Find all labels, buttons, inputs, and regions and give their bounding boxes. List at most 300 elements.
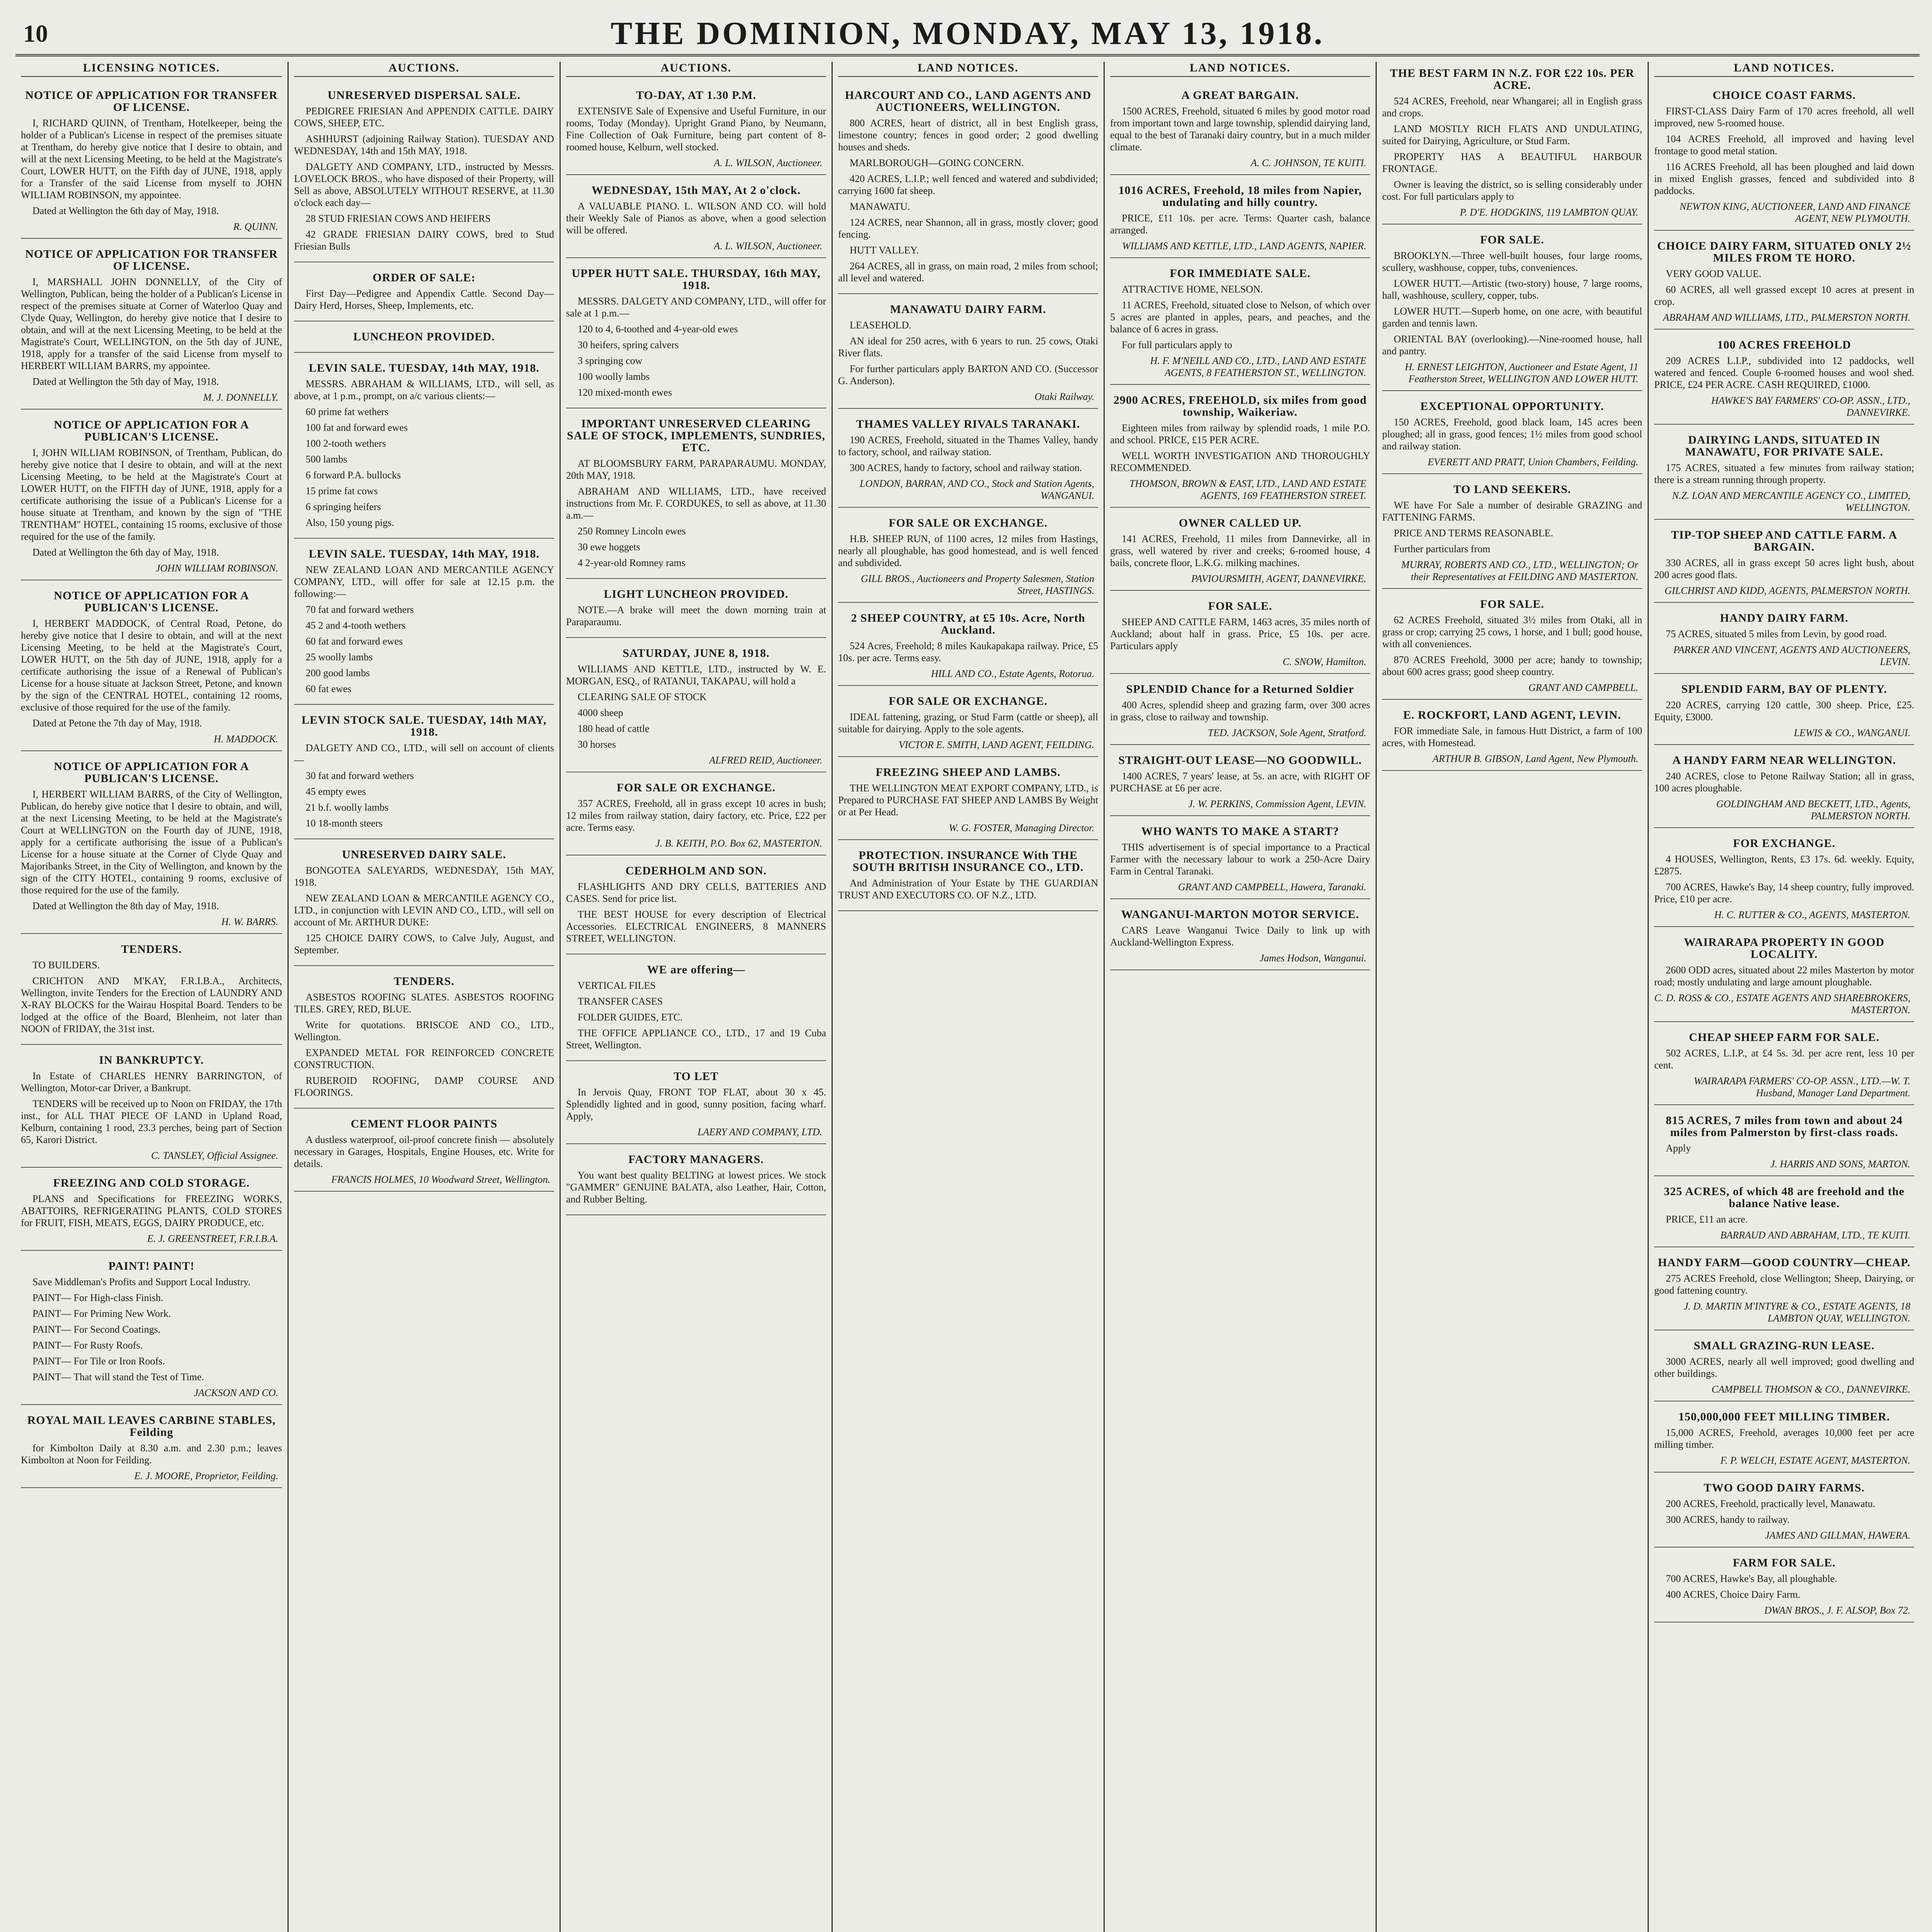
advertisement (1654, 678, 1914, 745)
ad-body: AN ideal for 250 acres, with 6 years to run. 25 cows, Otaki River flats. (838, 335, 1098, 359)
ad-body: LEASEHOLD. (850, 320, 912, 331)
ad-body: I, MARSHALL JOHN DONNELLY, of the City of Wellington, Publican, being the holder of a Publican's License in respect of the premises situate at Corner of Waterloo Quay and Clyde Quay, Wellington, do hereby give notice that I desire to obtain, and will at the next Licensing Meeting, to be held at the Magistrate's Court, WELLINGTON, on the 5th day of JUNE, 1918, apply for a transfer of the said License from myself to HERBERT WILLIAM BARRS, my appointee. (21, 276, 282, 371)
ad-signature: A. C. JOHNSON, TE KUITI. (1250, 157, 1366, 168)
ad-body: MESSRS. DALGETY AND COMPANY, LTD., will offer for sale at 1 p.m.— (566, 296, 826, 319)
ad-body: 400 Acres, splendid sheep and grazing farm, over 300 acres in grass, close to railway and township. (1110, 699, 1370, 723)
advertisement (1654, 1180, 1914, 1247)
column-heading: AUCTIONS. (294, 62, 554, 77)
ad-body: PROPERTY HAS A BEAUTIFUL HARBOUR FRONTAGE. (1382, 151, 1642, 174)
ad-title: DAIRYING LANDS, SITUATED IN MANAWATU, FOR PRIVATE SALE. (1685, 434, 1883, 458)
ad-body: 200 good lambs (306, 667, 370, 679)
advertisement (1110, 749, 1370, 816)
ad-title: FARM FOR SALE. (1733, 1556, 1836, 1569)
ad-body: For full particulars apply to (1122, 339, 1232, 350)
ad-signature: GILCHRIST AND KIDD, AGENTS, PALMERSTON NORTH. (1664, 585, 1910, 596)
ad-title: CEDERHOLM AND SON. (625, 864, 767, 877)
column-5 (1104, 62, 1376, 1932)
ad-body: DALGETY AND CO., LTD., will sell on account of clients— (294, 742, 554, 765)
ad-body: PRICE AND TERMS REASONABLE. (1394, 527, 1553, 539)
ad-body: Dated at Wellington the 5th day of May, 1918. (32, 376, 219, 387)
ad-body: 11 ACRES, Freehold, situated close to Nelson, of which over 5 acres are planted in apples, pears, and peaches, and the balance of 6 acres in grass. (1110, 299, 1370, 335)
advertisement (566, 958, 826, 1061)
advertisement (21, 84, 282, 239)
advertisement (566, 642, 826, 772)
ad-title: FOR SALE OR EXCHANGE. (888, 695, 1048, 707)
ad-signature: H. MADDOCK. (214, 733, 278, 745)
advertisement (294, 357, 554, 539)
ad-body: Write for quotations. BRISCOE AND CO., LTD., Wellington. (294, 1019, 554, 1043)
ad-signature: ABRAHAM AND WILLIAMS, LTD., PALMERSTON NORTH. (1663, 312, 1910, 323)
ad-signature: H. ERNEST LEIGHTON, Auctioneer and Estate Agent, 11 Featherston Street, WELLINGTON AND LOWER HUTT. (1405, 361, 1638, 384)
advertisement (566, 1148, 826, 1215)
ad-title: PROTECTION. INSURANCE With THE SOUTH BRITISH INSURANCE CO., LTD. (852, 849, 1084, 874)
advertisement (21, 1172, 282, 1251)
ad-body: 700 ACRES, Hawke's Bay, 14 sheep country, fully improved. Price, £10 per acre. (1654, 881, 1914, 905)
ad-body: 209 ACRES L.I.P., subdivided into 12 paddocks, well watered and fenced. Couple 6-roomed houses and wool shed. PRICE, £24 PER ACRE. CASH REQUIRED, £1000. (1654, 355, 1914, 390)
advertisement (566, 84, 826, 175)
advertisement (1110, 84, 1370, 175)
ad-signature: THOMSON, BROWN & EAST, LTD., LAND AND ESTATE AGENTS, 169 FEATHERSTON STREET. (1129, 478, 1366, 501)
ad-title: 1016 ACRES, Freehold, 18 miles from Napier, undulating and hilly country. (1118, 184, 1362, 209)
advertisement (566, 583, 826, 638)
advertisement (1382, 478, 1642, 589)
page-number: 10 (23, 20, 48, 47)
ad-title: IMPORTANT UNRESERVED CLEARING SALE OF STOCK, IMPLEMENTS, SUNDRIES, ETC. (567, 417, 825, 454)
ad-title: TWO GOOD DAIRY FARMS. (1704, 1481, 1865, 1494)
ad-body: 70 fat and forward wethers (306, 604, 414, 615)
ad-body: MANAWATU. (850, 201, 910, 212)
advertisement (1110, 389, 1370, 508)
ad-title: FOR SALE. (1480, 598, 1544, 611)
ad-title: WHO WANTS TO MAKE A START? (1141, 825, 1339, 838)
ad-title: THAMES VALLEY RIVALS TARANAKI. (856, 418, 1080, 430)
ad-body: THIS advertisement is of special importance to a Practical Farmer with the necessary labour to work a 250-Acre Dairy Farm in Central Taranaki. (1110, 842, 1370, 877)
advertisement (1654, 749, 1914, 828)
advertisement (21, 938, 282, 1045)
ad-signature: CAMPBELL THOMSON & CO., DANNEVIRKE. (1711, 1384, 1910, 1395)
advertisement (21, 584, 282, 751)
ad-body: BONGOTEA SALEYARDS, WEDNESDAY, 15th MAY, 1918. (294, 865, 554, 888)
ad-title: TO LET (673, 1070, 719, 1083)
advertisement (838, 690, 1098, 757)
ad-body: TRANSFER CASES (578, 996, 663, 1007)
ad-body: 60 prime fat wethers (306, 406, 389, 417)
ad-body: CRICHTON AND M'KAY, F.R.I.B.A., Architects, Wellington, invite Tenders for the Erection of LAUNDRY AND X-RAY BLOCKS for the Wairau Hospital Board. Tenders to be lodged at the office of the Board, Blenheim, not later than NOON of FRIDAY, the 31st inst. (21, 975, 282, 1034)
ad-title: CHOICE COAST FARMS. (1713, 89, 1856, 102)
ad-body: 700 ACRES, Hawke's Bay, all ploughable. (1666, 1573, 1837, 1584)
ad-body: 100 woolly lambs (578, 371, 650, 382)
ad-body: 60 ACRES, all well grassed except 10 acres at present in crop. (1654, 284, 1914, 307)
advertisement (1382, 704, 1642, 771)
ad-body: 1400 ACRES, 7 years' lease, at 5s. an acre, with RIGHT OF PURCHASE at £6 per acre. (1110, 770, 1370, 794)
advertisement (1654, 1476, 1914, 1548)
ad-title: TO LAND SEEKERS. (1453, 483, 1571, 496)
ad-signature: WILLIAMS AND KETTLE, LTD., LAND AGENTS, NAPIER. (1122, 240, 1366, 252)
ad-body: 330 ACRES, all in grass except 50 acres light bush, about 200 acres good flats. (1654, 557, 1914, 580)
ad-title: 100 ACRES FREEHOLD (1717, 338, 1851, 351)
advertisement (294, 843, 554, 966)
ad-body: MESSRS. ABRAHAM & WILLIAMS, LTD., will sell, as above, at 1 p.m., prompt, on a/c various clients:— (294, 378, 554, 401)
ad-body: And Administration of Your Estate by THE GUARDIAN TRUST AND EXECUTORS CO. OF N.Z., LTD. (838, 878, 1098, 901)
ad-signature: LAERY AND COMPANY, LTD. (697, 1126, 822, 1138)
ad-body: PAINT— For High-class Finish. (32, 1292, 163, 1303)
ad-body: 220 ACRES, carrying 120 cattle, 300 sheep. Price, £25. Equity, £3000. (1654, 699, 1914, 723)
ad-signature: J. W. PERKINS, Commission Agent, LEVIN. (1188, 798, 1366, 810)
ad-title: FREEZING AND COLD STORAGE. (53, 1177, 250, 1189)
advertisement (838, 84, 1098, 294)
advertisement (1110, 262, 1370, 385)
ad-body: WELL WORTH INVESTIGATION AND THOROUGHLY RECOMMENDED. (1110, 450, 1370, 473)
ad-body: 104 ACRES Freehold, all improved and having level frontage to good metal station. (1654, 133, 1914, 156)
ad-title: 2 SHEEP COUNTRY, at £5 10s. Acre, North Auckland. (851, 612, 1085, 636)
ad-body: ASBESTOS ROOFING SLATES. ASBESTOS ROOFING TILES. GREY, RED, BLUE. (294, 992, 554, 1015)
ad-title: SATURDAY, JUNE 8, 1918. (622, 647, 770, 660)
ad-title: NOTICE OF APPLICATION FOR A PUBLICAN'S LICENSE. (54, 418, 249, 443)
ad-body: 15 prime fat cows (306, 485, 378, 497)
ad-body: 870 ACRES Freehold, 3000 per acre; handy to township; about 600 acres grass; good sheep country. (1382, 654, 1642, 677)
advertisement (21, 413, 282, 580)
ad-body: PEDIGREE FRIESIAN And APPENDIX CATTLE. DAIRY COWS, SHEEP, ETC. (294, 105, 554, 129)
ad-body: ABRAHAM AND WILLIAMS, LTD., have received instructions from Mr. F. CORDUKES, to sell as above, at 11.30 a.m.— (566, 486, 826, 521)
ad-body: CLEARING SALE OF STOCK (578, 691, 707, 702)
ad-body: FOLDER GUIDES, ETC. (578, 1012, 683, 1023)
ad-signature: C. SNOW, Hamilton. (1282, 656, 1366, 667)
advertisement (1654, 524, 1914, 603)
advertisement (1110, 179, 1370, 258)
ad-signature: W. G. FOSTER, Managing Director. (949, 822, 1094, 833)
advertisement (21, 755, 282, 934)
ad-signature: GOLDINGHAM AND BECKETT, LTD., Agents, PALMERSTON NORTH. (1716, 798, 1910, 821)
advertisement (1110, 512, 1370, 591)
ad-title: HARCOURT AND CO., LAND AGENTS AND AUCTIONEERS, WELLINGTON. (845, 89, 1092, 114)
ad-signature: M. J. DONNELLY. (203, 392, 278, 403)
ad-title: E. ROCKFORT, LAND AGENT, LEVIN. (1403, 709, 1621, 721)
ad-body: ATTRACTIVE HOME, NELSON. (1122, 284, 1263, 295)
ad-signature: P. D'E. HODGKINS, 119 LAMBTON QUAY. (1460, 207, 1638, 218)
ad-signature: BARRAUD AND ABRAHAM, LTD., TE KUITI. (1720, 1230, 1910, 1241)
ad-body: Further particulars from (1394, 543, 1490, 554)
column-2 (287, 62, 560, 1932)
ad-body: 200 ACRES, Freehold, practically level, Manawatu. (1666, 1498, 1876, 1509)
ad-signature: J. B. KEITH, P.O. Box 62, MASTERTON. (655, 838, 822, 849)
ad-body: LAND MOSTLY RICH FLATS AND UNDULATING, suited for Dairying, Agriculture, or Stud Farm. (1382, 123, 1642, 146)
ad-signature: R. QUINN. (233, 221, 278, 232)
ad-title: CHEAP SHEEP FARM FOR SALE. (1689, 1031, 1879, 1044)
ad-body: 150 ACRES, Freehold, good black loam, 145 acres been ploughed; all in grass, good fences; 1½ miles from good school and railway station. (1382, 417, 1642, 452)
ad-body: I, HERBERT MADDOCK, of Central Road, Petone, do hereby give notice that I desire to obtain, and will at the next Licensing Meeting, to be held at the Magistrate's Court, LOWER HUTT, on the 5th day of JUNE, 1918, apply for a certificate authorising the issue of a Renewal of Publican's License for a house situate at Jackson Street, Petone, and known by the sign of the CENTRAL HOTEL, containing 12 rooms, exclusive of those required for the use of the family. (21, 618, 282, 713)
advertisement (1654, 1405, 1914, 1473)
ad-title: EXCEPTIONAL OPPORTUNITY. (1420, 400, 1604, 413)
ad-title: UPPER HUTT SALE. THURSDAY, 16th MAY, 1918. (571, 267, 821, 292)
ad-body: 6 forward P.A. bullocks (306, 469, 401, 481)
ad-signature: LEWIS & CO., WANGANUI. (1794, 727, 1910, 738)
newspaper-title: THE DOMINION, MONDAY, MAY 13, 1918. (611, 15, 1325, 51)
ad-body: 3 springing cow (578, 355, 643, 366)
ad-title: TIP-TOP SHEEP AND CATTLE FARM. A BARGAIN. (1671, 529, 1898, 553)
ad-body: 30 heifers, spring calvers (578, 339, 679, 350)
ad-body: 500 lambs (306, 454, 347, 465)
advertisement (294, 266, 554, 321)
advertisement (1382, 62, 1642, 224)
advertisement (294, 543, 554, 705)
ad-title: UNRESERVED DISPERSAL SALE. (327, 89, 521, 102)
ad-title: WEDNESDAY, 15th MAY, At 2 o'clock. (591, 184, 801, 197)
ad-body: Eighteen miles from railway by splendid roads, 1 mile P.O. and school. PRICE, £15 PER ACRE. (1110, 422, 1370, 446)
ad-body: 300 ACRES, handy to railway. (1666, 1514, 1790, 1525)
ad-body: Dated at Wellington the 6th day of May, 1918. (32, 547, 219, 558)
ad-body: 4 2-year-old Romney rams (578, 557, 685, 568)
ad-title: A GREAT BARGAIN. (1181, 89, 1299, 102)
ad-body: 300 ACRES, handy to factory, school and railway station. (850, 462, 1082, 473)
advertisement (1654, 832, 1914, 927)
advertisement (294, 1112, 554, 1192)
ad-body: for Kimbolton Daily at 8.30 a.m. and 2.30 p.m.; leaves Kimbolton at Noon for Feilding. (21, 1442, 282, 1466)
ad-body: Dated at Wellington the 8th day of May, 1918. (32, 900, 219, 912)
ad-body: 21 b.f. woolly lambs (306, 802, 389, 813)
ad-body: 2600 ODD acres, situated about 22 miles Masterton by motor road; mostly undulating and large amount ploughable. (1654, 964, 1914, 988)
ad-title: FOR SALE OR EXCHANGE. (888, 517, 1048, 529)
ad-title: FOR EXCHANGE. (1733, 837, 1835, 850)
ad-title: HANDY DAIRY FARM. (1720, 612, 1849, 624)
ad-title: NOTICE OF APPLICATION FOR A PUBLICAN'S LICENSE. (54, 589, 249, 614)
ad-title: OWNER CALLED UP. (1179, 517, 1302, 529)
ad-title: FACTORY MANAGERS. (628, 1153, 764, 1166)
advertisement (566, 1065, 826, 1144)
ad-signature: A. L. WILSON, Auctioneer. (714, 157, 822, 168)
ad-body: 420 ACRES, L.I.P.; well fenced and watered and subdivided; carrying 1600 fat sheep. (838, 173, 1098, 196)
column-heading: LAND NOTICES. (1654, 62, 1914, 77)
ad-title: THE BEST FARM IN N.Z. FOR £22 10s. PER ACRE. (1390, 67, 1634, 92)
advertisement (566, 262, 826, 408)
advertisement (1654, 235, 1914, 330)
ad-body: Dated at Petone the 7th day of May, 1918. (32, 718, 202, 729)
ad-title: SMALL GRAZING-RUN LEASE. (1694, 1339, 1875, 1352)
ad-body: 6 springing heifers (306, 501, 381, 512)
ad-body: LOWER HUTT.—Artistic (two-story) house, 7 large rooms, hall, washhouse, scullery, copper, tubs. (1382, 278, 1642, 301)
advertisement (1382, 228, 1642, 391)
advertisement (1654, 931, 1914, 1022)
advertisement (1654, 1251, 1914, 1330)
ad-body: 45 2 and 4-tooth wethers (306, 620, 406, 631)
ad-body: 357 ACRES, Freehold, all in grass except 10 acres in bush; 12 miles from railway station, dairy factory, etc. Price, £22 per acre. Terms easy. (566, 798, 826, 833)
ad-body: 100 fat and forward ewes (306, 422, 408, 433)
ad-body: 116 ACRES Freehold, all has been ploughed and laid down in mixed English grasses, fenced and subdivided into 8 paddocks. (1654, 161, 1914, 196)
ad-body: You want best quality BELTING at lowest prices. We stock "GAMMER" GENUINE BALATA, also Leather, Hair, Cotton, and Rubber Belting. (566, 1170, 826, 1205)
ad-body: 524 Acres, Freehold; 8 miles Kaukapakapa railway. Price, £5 10s. per acre. Terms easy. (838, 640, 1098, 663)
ad-body: 15,000 ACRES, Freehold, averages 10,000 feet per acre milling timber. (1654, 1427, 1914, 1450)
advertisement (21, 243, 282, 410)
advertisement (1654, 333, 1914, 425)
ad-body: ASHHURST (adjoining Railway Station). TUESDAY AND WEDNESDAY, 14th and 15th MAY, 1918. (294, 133, 554, 156)
advertisement (838, 512, 1098, 603)
columns-container (15, 62, 1920, 1932)
ad-signature: PARKER AND VINCENT, AGENTS AND AUCTIONEERS, LEVIN. (1673, 644, 1910, 667)
ad-body: 502 ACRES, L.I.P., at £4 5s. 3d. per acre rent, less 10 per cent. (1654, 1048, 1914, 1071)
ad-body: LOWER HUTT.—Superb home, on one acre, with beautiful garden and tennis lawn. (1382, 306, 1642, 329)
ad-body: 120 to 4, 6-toothed and 4-year-old ewes (578, 323, 738, 335)
ad-title: ROYAL MAIL LEAVES CARBINE STABLES, Feilding (27, 1414, 276, 1439)
ad-title: FREEZING SHEEP AND LAMBS. (876, 766, 1061, 779)
ad-title: 815 ACRES, 7 miles from town and about 24 miles from Palmerston by first-class roads. (1665, 1114, 1903, 1139)
ad-title: FOR IMMEDIATE SALE. (1170, 267, 1311, 280)
masthead (15, 12, 1920, 56)
ad-body: PAINT— For Tile or Iron Roofs. (32, 1355, 165, 1367)
ad-body: PRICE, £11 10s. per acre. Terms: Quarter cash, balance arranged. (1110, 213, 1370, 236)
advertisement (294, 84, 554, 262)
ad-body: THE BEST HOUSE for every description of Electrical Accessories. ELECTRICAL ENGINEERS, 8 MANNERS STREET, WELLINGTON. (566, 909, 826, 944)
ad-body: 800 ACRES, heart of district, all in best English grass, limestone country; fences in good order; 2 good dwelling houses and sheds. (838, 117, 1098, 153)
ad-body: MARLBOROUGH—GOING CONCERN. (850, 157, 1024, 168)
ad-body: 264 ACRES, all in grass, on main road, 2 miles from school; all level and watered. (838, 260, 1098, 284)
ad-title: FOR SALE. (1480, 233, 1544, 246)
advertisement (1110, 595, 1370, 674)
column-heading: LAND NOTICES. (1110, 62, 1370, 77)
ad-body: DALGETY AND COMPANY, LTD., instructed by Messrs. LOVELOCK BROS., who have disposed of their Property, will Sell as above, ABSOLUTELY WITHOUT RESERVE, at 11.30 o'clock each day— (294, 161, 554, 208)
ad-body: 175 ACRES, situated a few minutes from railway station; there is a stream running through property. (1654, 462, 1914, 485)
ad-body: VERY GOOD VALUE. (1666, 268, 1762, 279)
ad-signature: FRANCIS HOLMES, 10 Woodward Street, Wellington. (331, 1174, 550, 1185)
ad-title: WAIRARAPA PROPERTY IN GOOD LOCALITY. (1684, 936, 1885, 961)
ad-body: 30 fat and forward wethers (306, 770, 414, 781)
ad-body: 30 ewe hoggets (578, 541, 640, 553)
ad-title: WANGANUI-MARTON MOTOR SERVICE. (1121, 908, 1359, 921)
ad-signature: LONDON, BARRAN, AND CO., Stock and Station Agents, WANGANUI. (859, 478, 1094, 501)
ad-signature: GRANT AND CAMPBELL, Hawera, Taranaki. (1178, 881, 1366, 893)
ad-body: NEW ZEALAND LOAN AND MERCANTILE AGENCY COMPANY, LTD., will offer for sale at 12.15 p.m. the following:— (294, 564, 554, 599)
ad-body: NEW ZEALAND LOAN & MERCANTILE AGENCY CO., LTD., in conjunction with LEVIN AND CO., LTD., will sell on account of Mr. ARTHUR DUKE: (294, 893, 554, 928)
ad-title: WE are offering— (647, 963, 745, 976)
ad-body: 42 GRADE FRIESIAN DAIRY COWS, bred to Stud Friesian Bulls (294, 229, 554, 252)
ad-title: 2900 ACRES, FREEHOLD, six miles from good township, Waikeriaw. (1113, 394, 1367, 418)
ad-title: NOTICE OF APPLICATION FOR A PUBLICAN'S LICENSE. (54, 760, 249, 785)
ad-signature: TED. JACKSON, Sole Agent, Stratford. (1208, 727, 1366, 738)
ad-body: PAINT— For Second Coatings. (32, 1324, 161, 1335)
ad-body: A dustless waterproof, oil-proof concrete finish — absolutely necessary in Garages, Hospitals, Engine Houses, etc. Write for details. (294, 1134, 554, 1169)
advertisement (1654, 1026, 1914, 1105)
ad-body: 45 empty ewes (306, 786, 366, 797)
ad-body: EXPANDED METAL FOR REINFORCED CONCRETE CONSTRUCTION. (294, 1047, 554, 1070)
ad-signature: VICTOR E. SMITH, LAND AGENT, FEILDING. (898, 739, 1094, 750)
ad-title: 150,000,000 FEET MILLING TIMBER. (1678, 1410, 1890, 1423)
column-4 (832, 62, 1104, 1932)
column-7 (1648, 62, 1920, 1932)
ad-body: In Estate of CHARLES HENRY BARRINGTON, of Wellington, Motor-car Driver, a Bankrupt. (21, 1070, 282, 1094)
ad-body: THE WELLINGTON MEAT EXPORT COMPANY, LTD., is Prepared to PURCHASE FAT SHEEP AND LAMBS By Weight or at Per Head. (838, 782, 1098, 818)
ad-body: I, HERBERT WILLIAM BARRS, of the City of Wellington, Publican, do hereby give notice that I desire to obtain, and will, at the next Licensing Meeting, to be held at the Magistrate's Court at WELLINGTON on the Fourth day of JUNE, 1918, apply for a certificate authorising the issue of a Publican's License for a house situate at the Corner of Clyde Quay and Majoribanks Street, in the City of Wellington, and known by the sign of the CITY HOTEL, containing 9 rooms, exclusive of those required for the use of the family. (21, 789, 282, 896)
ad-body: IDEAL fattening, grazing, or Stud Farm (cattle or sheep), all suitable for dairying. Apply to the sole agents. (838, 711, 1098, 735)
advertisement (1382, 593, 1642, 700)
ad-body: VERTICAL FILES (578, 980, 656, 991)
ad-title: STRAIGHT-OUT LEASE—NO GOODWILL. (1118, 754, 1362, 767)
ad-body: 62 ACRES Freehold, situated 3½ miles from Otaki, all in grass or crop; carrying 25 cows, 1 horse, and 1 bull; good house, with all conveniences. (1382, 614, 1642, 650)
ad-body: 25 woolly lambs (306, 651, 373, 663)
ad-body: WE have For Sale a number of desirable GRAZING and FATTENING FARMS. (1382, 500, 1642, 523)
ad-title: NOTICE OF APPLICATION FOR TRANSFER OF LICENSE. (25, 248, 278, 272)
advertisement (566, 776, 826, 855)
ad-body: Owner is leaving the district, so is selling considerably under cost. For full particulars apply to (1382, 179, 1642, 202)
ad-title: LUNCHEON PROVIDED. (353, 330, 495, 343)
ad-body: EXTENSIVE Sale of Expensive and Useful Furniture, in our rooms, Today (Monday). Upright Grand Piano, by Neumann, Fine Collection of Oak Furniture, being part content of 8-roomed house, Kelburn, well stocked. (566, 105, 826, 153)
advertisement (294, 709, 554, 839)
ad-body: PLANS and Specifications for FREEZING WORKS, ABATTOIRS, REFRIGERATING PLANTS, COLD STORES for FRUIT, FISH, MEATS, EGGS, DAIRY PRODUCE, etc. (21, 1193, 282, 1228)
ad-body: 275 ACRES Freehold, close Wellington; Sheep, Dairying, or good fattening country. (1654, 1273, 1914, 1296)
advertisement (838, 298, 1098, 409)
ad-title: CEMENT FLOOR PAINTS (350, 1117, 498, 1130)
ad-body: PAINT— For Priming New Work. (32, 1308, 171, 1319)
ad-signature: GRANT AND CAMPBELL. (1528, 682, 1638, 693)
ad-body: TO BUILDERS. (32, 959, 100, 971)
ad-title: LEVIN STOCK SALE. TUESDAY, 14th MAY, 1918. (301, 714, 547, 738)
ad-body: TENDERS will be received up to Noon on FRIDAY, the 17th inst., for ALL THAT PIECE OF LAND in Upland Road, Kelburn, containing 1 rood, 23.3 perches, being part of Section 65, Karori District. (21, 1098, 282, 1145)
ad-body: FIRST-CLASS Dairy Farm of 170 acres freehold, all well improved, new 5-roomed house. (1654, 105, 1914, 129)
ad-title: SPLENDID Chance for a Returned Soldier (1126, 683, 1354, 696)
ad-title: MANAWATU DAIRY FARM. (890, 303, 1046, 316)
ad-signature: HAWKE'S BAY FARMERS' CO-OP. ASSN., LTD., DANNEVIRKE. (1711, 395, 1910, 418)
column-heading: AUCTIONS. (566, 62, 826, 77)
column-heading: LAND NOTICES. (838, 62, 1098, 77)
advertisement (1110, 820, 1370, 899)
ad-signature: EVERETT AND PRATT, Union Chambers, Feilding. (1427, 456, 1638, 468)
advertisement (1654, 1551, 1914, 1622)
ad-body: 190 ACRES, Freehold, situated in the Thames Valley, handy to factory, school, and railway station. (838, 434, 1098, 457)
ad-body: First Day—Pedigree and Appendix Cattle. Second Day—Dairy Herd, Horses, Sheep, Implements, etc. (294, 288, 554, 311)
ad-title: TENDERS. (121, 943, 182, 956)
ad-body: 120 mixed-month ewes (578, 387, 672, 398)
advertisement (21, 1255, 282, 1405)
advertisement (838, 844, 1098, 911)
ad-body: 3000 ACRES, nearly all well improved; good dwelling and other buildings. (1654, 1356, 1914, 1379)
advertisement (566, 179, 826, 258)
ad-body: 1500 ACRES, Freehold, situated 6 miles by good motor road from important town and large township, splendid dairying land, equal to the best of Taranaki dairy country, but in a much milder climate. (1110, 105, 1370, 153)
ad-title: HANDY FARM—GOOD COUNTRY—CHEAP. (1658, 1256, 1911, 1269)
ad-body: Save Middleman's Profits and Support Local Industry. (32, 1276, 251, 1287)
ad-body: In Jervois Quay, FRONT TOP FLAT, about 30 x 45. Splendidly lighted and in good, sunny position, facing wharf. Apply, (566, 1087, 826, 1122)
advertisement (1110, 678, 1370, 745)
ad-title: FOR SALE OR EXCHANGE. (616, 781, 776, 794)
ad-body: 28 STUD FRIESIAN COWS AND HEIFERS (306, 213, 491, 224)
ad-body: H.B. SHEEP RUN, of 1100 acres, 12 miles from Hastings, nearly all ploughable, has good homestead, and is well fenced and subdivided. (838, 533, 1098, 568)
ad-signature: Otaki Railway. (1034, 391, 1094, 402)
ad-signature: H. C. RUTTER & CO., AGENTS, MASTERTON. (1714, 909, 1910, 920)
ad-signature: E. J. GREENSTREET, F.R.I.B.A. (147, 1233, 278, 1244)
advertisement (1382, 395, 1642, 474)
ad-body: PAINT— For Rusty Roofs. (32, 1340, 143, 1351)
ad-body: A VALUABLE PIANO. L. WILSON AND CO. will hold their Weekly Sale of Pianos as above, when a good selection will be offered. (566, 201, 826, 236)
ad-body: 250 Romney Lincoln ewes (578, 526, 686, 537)
column-6 (1376, 62, 1648, 1932)
ad-body: 60 fat ewes (306, 683, 352, 694)
ad-title: IN BANKRUPTCY. (99, 1054, 204, 1066)
advertisement (1654, 84, 1914, 231)
advertisement (566, 412, 826, 579)
ad-body: 141 ACRES, Freehold, 11 miles from Dannevirke, all in grass, well watered by river and creeks; 6-roomed house, 4 bails, concrete floor, L.K.G. milking machines. (1110, 533, 1370, 568)
ad-title: UNRESERVED DAIRY SALE. (342, 848, 506, 861)
ad-signature: PAVIOURSMITH, AGENT, DANNEVIRKE. (1191, 573, 1366, 584)
advertisement (1654, 429, 1914, 520)
ad-signature: NEWTON KING, AUCTIONEER, LAND AND FINANCE AGENT, NEW PLYMOUTH. (1679, 201, 1910, 224)
ad-body: Also, 150 young pigs. (306, 517, 394, 528)
ad-signature: ARTHUR B. GIBSON, Land Agent, New Plymouth. (1432, 753, 1638, 764)
ad-signature: HILL AND CO., Estate Agents, Rotorua. (931, 668, 1094, 679)
ad-body: FOR immediate Sale, in famous Hutt District, a farm of 100 acres, with Homestead. (1382, 725, 1642, 748)
ad-body: AT BLOOMSBURY FARM, PARAPARAUMU. MONDAY, 20th MAY, 1918. (566, 458, 826, 481)
ad-signature: C. D. ROSS & CO., ESTATE AGENTS AND SHAREBROKERS, MASTERTON. (1654, 992, 1910, 1015)
ad-signature: DWAN BROS., J. F. ALSOP, Box 72. (1764, 1605, 1910, 1616)
ad-body: 10 18-month steers (306, 818, 383, 829)
ad-body: 180 head of cattle (578, 723, 650, 734)
ad-signature: WAIRARAPA FARMERS' CO-OP. ASSN., LTD.—W. T. Husband, Manager Land Department. (1694, 1075, 1910, 1099)
advertisement (838, 607, 1098, 686)
